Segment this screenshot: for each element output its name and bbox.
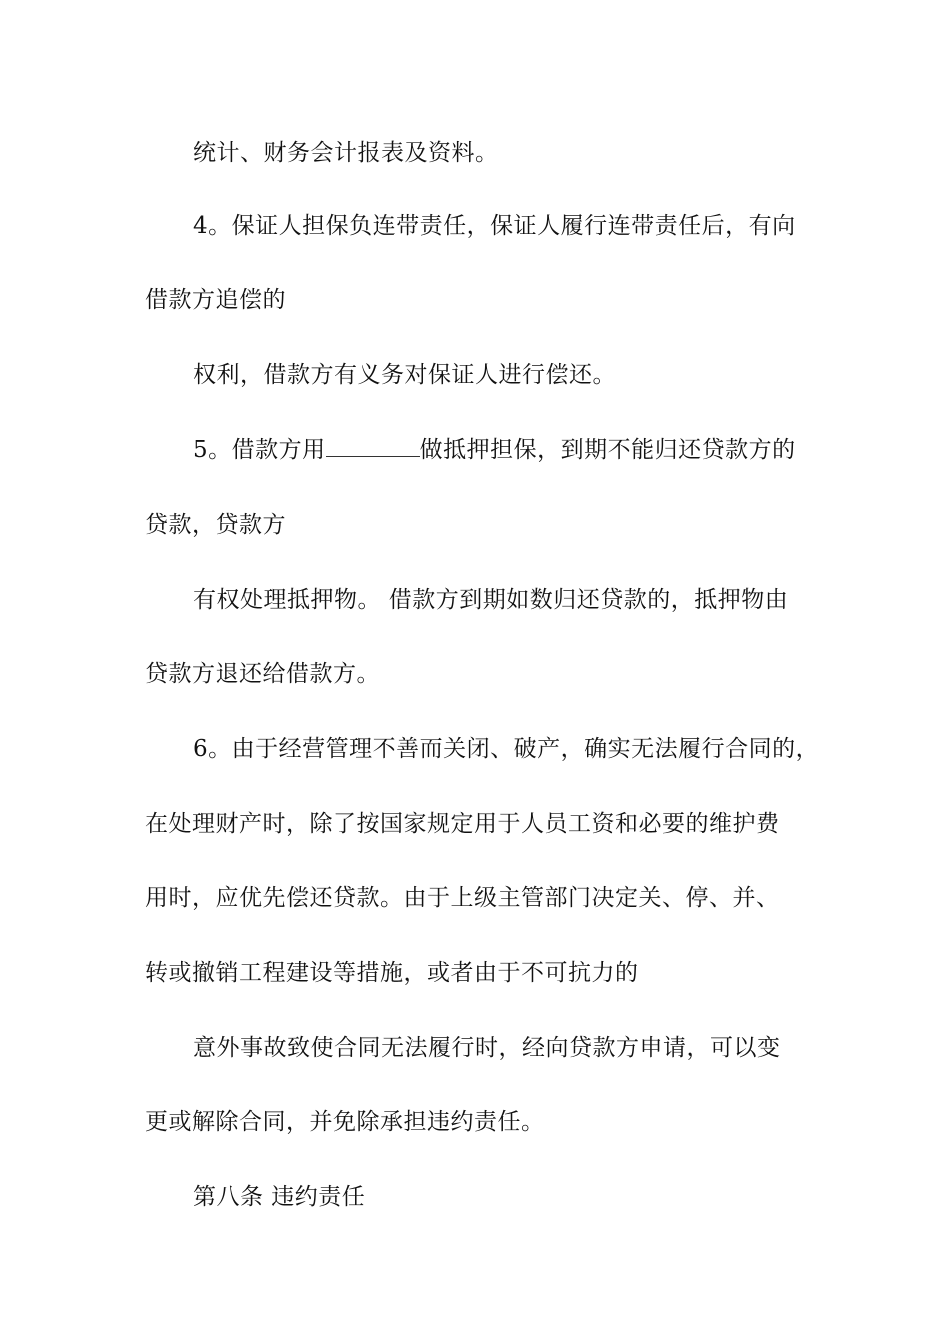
clause-6-line: 6。由于经营管理不善而关闭、破产，确实无法履行合同的， (193, 736, 820, 762)
clause-4-line: 4。保证人担保负连带责任，保证人履行连带责任后，有向 (193, 213, 796, 239)
clause-5-prefix: 5。借款方用 (193, 437, 326, 463)
paragraph-line: 意外事故致使合同无法履行时，经向贷款方申请，可以变 (193, 1035, 781, 1061)
paragraph-line: 贷款，贷款方 (145, 512, 286, 538)
paragraph-line: 统计、财务会计报表及资料。 (193, 140, 499, 166)
fill-in-blank (326, 434, 420, 457)
paragraph-line: 贷款方退还给借款方。 (145, 661, 380, 687)
paragraph-line: 用时，应优先偿还贷款。由于上级主管部门决定关、停、并、 (145, 885, 780, 911)
paragraph-line: 权利，借款方有义务对保证人进行偿还。 (193, 362, 616, 388)
paragraph-line: 有权处理抵押物。 借款方到期如数归还贷款的，抵押物由 (193, 587, 789, 613)
paragraph-line: 在处理财产时，除了按国家规定用于人员工资和必要的维护费 (145, 811, 780, 837)
clause-5-line (193, 434, 796, 465)
paragraph-line: 转或撤销工程建设等措施，或者由于不可抗力的 (145, 960, 639, 986)
clause-5-suffix: 做抵押担保，到期不能归还贷款方的 (419, 437, 796, 463)
paragraph-line: 借款方追偿的 (145, 287, 286, 313)
paragraph-line: 更或解除合同，并免除承担违约责任。 (145, 1109, 545, 1135)
section-heading: 第八条 违约责任 (193, 1184, 366, 1210)
